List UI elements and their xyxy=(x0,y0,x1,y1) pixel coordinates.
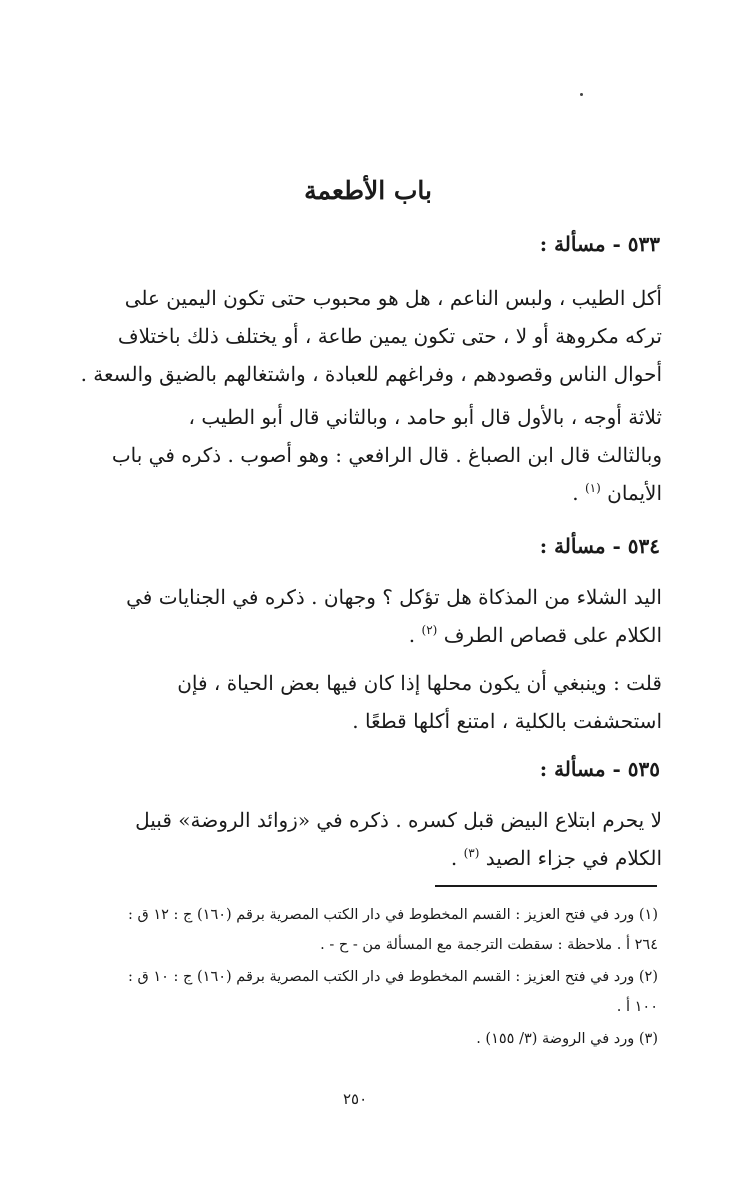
issue-heading: ٥٣٥ - مسألة : xyxy=(539,757,660,781)
footnote-reference: (٢) xyxy=(421,623,438,637)
issue-heading: ٥٣٣ - مسألة : xyxy=(539,232,660,256)
text-line: قلت : وينبغي أن يكون محلها إذا كان فيها بعض الحياة ، فإن xyxy=(177,671,662,695)
footnote-line: (٢) ورد في فتح العزيز : القسم المخطوط في دار الكتب المصرية برقم (١٦٠) ج : ١٠ ق : xyxy=(127,969,658,985)
footnote-reference: (١) xyxy=(584,481,601,495)
speck xyxy=(580,93,583,96)
footnote xyxy=(62,900,658,960)
footnote-reference: (٣) xyxy=(463,846,480,860)
footnote-separator xyxy=(435,885,657,887)
paragraph xyxy=(62,801,662,880)
paragraph xyxy=(62,279,662,393)
footnote-line: (١) ورد في فتح العزيز : القسم المخطوط في دار الكتب المصرية برقم (١٦٠) ج : ١٢ ق : xyxy=(127,907,658,923)
footnote-line: ٢٦٤ أ . ملاحظة : سقطت الترجمة مع المسألة من - ح - . xyxy=(320,937,658,953)
footnote xyxy=(62,962,658,1022)
text-fragment: . xyxy=(572,481,579,505)
text-fragment: . xyxy=(408,623,416,647)
text-line: تركه مكروهة أو لا ، حتى تكون يمين طاعة ، أو يختلف ذلك باختلاف xyxy=(117,324,662,348)
footnote-line: (٣) ورد في الروضة (٣/ ١٥٥) . xyxy=(476,1031,658,1047)
text-line: اليد الشلاء من المذكاة هل تؤكل ؟ وجهان . ذكره في الجنايات في xyxy=(126,585,662,609)
text-line: أكل الطيب ، ولبس الناعم ، هل هو محبوب حتى تكون اليمين على xyxy=(124,286,662,310)
issue-heading: ٥٣٤ - مسألة : xyxy=(539,534,660,558)
text-line: أحوال الناس وقصودهم ، وفراغهم للعبادة ، واشتغالهم بالضيق والسعة . xyxy=(80,362,662,386)
text-line: لا يحرم ابتلاع البيض قبل كسره . ذكره في «زوائد الروضة» قبيل xyxy=(135,808,662,832)
text-line: وبالثالث قال ابن الصباغ . قال الرافعي : وهو أصوب . ذكره في باب xyxy=(111,443,662,467)
text-fragment: الكلام على قصاص الطرف xyxy=(443,623,662,647)
paragraph xyxy=(62,578,662,657)
page-number: ٢٥٠ xyxy=(343,1090,368,1108)
text-fragment: . xyxy=(450,846,458,870)
text-line: استحشفت بالكلية ، امتنع أكلها قطعًا . xyxy=(352,709,662,733)
text-line xyxy=(62,839,662,880)
footnote xyxy=(62,1024,658,1054)
text-fragment: الكلام في جزاء الصيد xyxy=(485,846,662,870)
text-line xyxy=(62,474,662,515)
footnote-line: ١٠٠ أ . xyxy=(616,999,658,1015)
text-fragment: الأيمان xyxy=(607,481,662,505)
paragraph xyxy=(62,398,662,515)
paragraph xyxy=(62,664,662,740)
text-line xyxy=(62,616,662,657)
text-line: ثلاثة أوجه ، بالأول قال أبو حامد ، وبالثاني قال أبو الطيب ، xyxy=(188,405,662,429)
chapter-title: باب الأطعمة xyxy=(304,176,432,205)
